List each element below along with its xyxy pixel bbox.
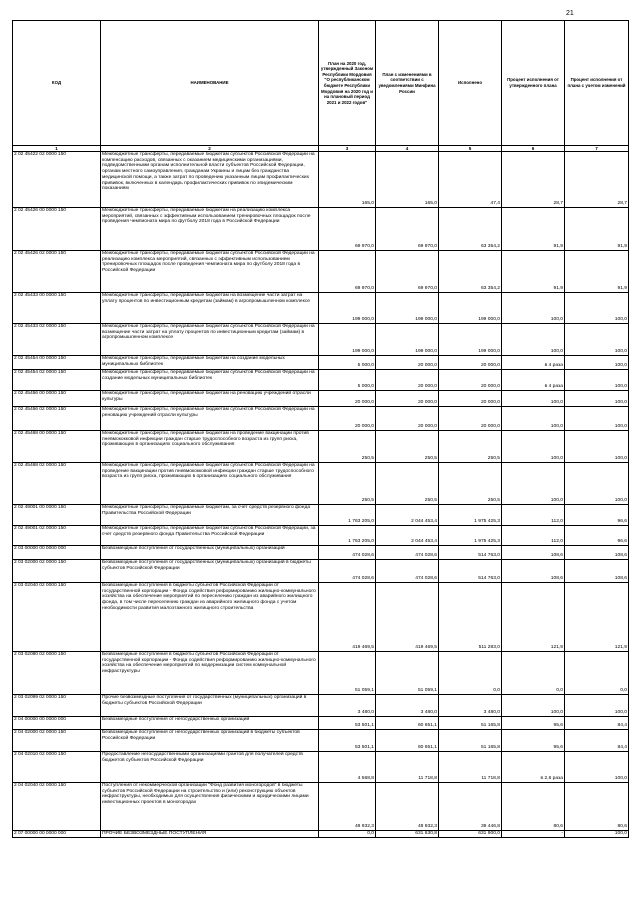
- row-executed: 3 480,0: [439, 695, 502, 717]
- row-executed: 250,5: [439, 431, 502, 463]
- row-executed: 51 165,8: [439, 717, 502, 730]
- header-code: КОД: [13, 21, 101, 146]
- column-number: 1: [13, 146, 101, 152]
- row-plan-changes: 20 000,0: [376, 356, 439, 370]
- table-row: [13, 583, 629, 652]
- row-plan-changes: 3 480,0: [376, 695, 439, 717]
- row-executed: 511 283,0: [439, 583, 502, 652]
- table-row: [13, 752, 629, 783]
- row-name: Безвозмездные поступления в бюджеты субъектов Российской Федерации от государственной корпорации - Фонда содействия реформированию жилищно-коммунального хозяйства на обеспечение мероприятий по переселению граждан из аварийного жилищного фонда, в том числе переселению граждан из аварийного жилищного фонда с учетом необходимости развития малоэтажного жилищного строительства: [101, 583, 319, 652]
- row-plan-law: 3 480,0: [319, 695, 376, 717]
- row-name: Безвозмездные поступления от государственных (муниципальных) организаций в бюджеты субъектов Российской Федерации: [101, 560, 319, 583]
- row-plan-law: 20 000,0: [319, 391, 376, 407]
- row-name: Межбюджетные трансферты, передаваемые бюджетам субъектов Российской Федерации на проведение вакцинации против пневмококковой инфекции граждан старше трудоспособного возраста из групп риска, проживающих в организациях социального обслуживания: [101, 463, 319, 505]
- row-code: 2 02 45433 02 0000 150: [13, 324, 101, 356]
- row-plan-law: 199 000,0: [319, 324, 376, 356]
- row-executed: 250,5: [439, 463, 502, 505]
- row-plan-changes: 165,0: [376, 152, 439, 208]
- header-pct-changes: Процент исполнения от плана с учетом изменений: [565, 21, 629, 146]
- row-code: 2 02 45454 02 0000 150: [13, 370, 101, 391]
- row-pct-approved: 100,0: [502, 695, 565, 717]
- row-code: 2 04 00000 00 0000 000: [13, 717, 101, 730]
- row-pct-approved: 95,6: [502, 717, 565, 730]
- table-row: [13, 370, 629, 391]
- row-plan-changes: 20 000,0: [376, 370, 439, 391]
- table-row: [13, 391, 629, 407]
- row-executed: 39 446,8: [439, 783, 502, 831]
- row-plan-changes: 51 059,1: [376, 652, 439, 695]
- table-row: [13, 463, 629, 505]
- row-plan-changes: 474 028,6: [376, 546, 439, 560]
- row-pct-approved: 91,9: [502, 251, 565, 293]
- row-pct-approved: в 4 раза: [502, 356, 565, 370]
- row-pct-changes: 121,9: [565, 583, 629, 652]
- row-plan-changes: 60 651,1: [376, 730, 439, 752]
- row-executed: 1 975 425,3: [439, 526, 502, 546]
- row-code: 2 04 02040 02 0000 150: [13, 783, 101, 831]
- row-name: Межбюджетные трансферты, передаваемые бюджетам субъектов Российской Федерации, за счет средств резервного фонда Правительства Российской Федерации: [101, 526, 319, 546]
- table-row: [13, 831, 629, 838]
- row-code: 2 04 02000 02 0000 150: [13, 730, 101, 752]
- row-pct-changes: 91,9: [565, 251, 629, 293]
- table-row: [13, 546, 629, 560]
- row-executed: 514 763,0: [439, 546, 502, 560]
- row-code: 2 02 45456 02 0000 150: [13, 407, 101, 431]
- row-code: 2 02 45422 02 0000 150: [13, 152, 101, 208]
- row-name: Межбюджетные трансферты, передаваемые бюджетам субъектов Российской Федерации на создание модельных муниципальных библиотек: [101, 370, 319, 391]
- row-plan-law: 474 028,6: [319, 560, 376, 583]
- row-pct-approved: 91,9: [502, 208, 565, 251]
- table-body: [13, 152, 629, 838]
- row-plan-law: 0,0: [319, 831, 376, 838]
- row-pct-changes: 100,0: [565, 324, 629, 356]
- row-plan-law: 69 970,0: [319, 208, 376, 251]
- column-number: 4: [376, 146, 439, 152]
- row-pct-changes: 100,0: [565, 407, 629, 431]
- row-plan-changes: 199 000,0: [376, 324, 439, 356]
- row-executed: 63 354,2: [439, 251, 502, 293]
- row-plan-changes: 20 000,0: [376, 391, 439, 407]
- row-plan-changes: 474 028,6: [376, 560, 439, 583]
- row-executed: 20 000,0: [439, 370, 502, 391]
- row-pct-approved: 108,6: [502, 560, 565, 583]
- column-number: 6: [502, 146, 565, 152]
- row-executed: 199 000,0: [439, 293, 502, 324]
- header-plan-changes: План с изменениями в соответствии с уведомлениями Минфина России: [376, 21, 439, 146]
- row-code: 2 04 02010 02 0000 150: [13, 752, 101, 783]
- row-name: Безвозмездные поступления от государственных (муниципальных) организаций: [101, 546, 319, 560]
- row-plan-law: 250,5: [319, 431, 376, 463]
- row-pct-changes: 100,0: [565, 356, 629, 370]
- row-executed: 47,4: [439, 152, 502, 208]
- row-pct-changes: 80,6: [565, 783, 629, 831]
- table-row: [13, 526, 629, 546]
- row-plan-law: 474 028,6: [319, 546, 376, 560]
- row-executed: 514 763,0: [439, 560, 502, 583]
- row-name: Поступления от некоммерческой организации "Фонд развития моногородов" в бюджеты субъектов Российской Федерации на строительство и (или) реконструкцию объектов инфраструктуры, необходимых для осуществления физическими и юридическими лицами инвестиционных проектов в моногородах: [101, 783, 319, 831]
- row-name: Безвозмездные поступления от негосударственных организаций: [101, 717, 319, 730]
- row-code: 2 02 45426 00 0000 150: [13, 208, 101, 251]
- row-pct-changes: 28,7: [565, 152, 629, 208]
- row-plan-law: 48 932,3: [319, 783, 376, 831]
- row-name: Прочие безвозмездные поступления от государственных (муниципальных) организаций в бюджеты субъектов Российской Федерации: [101, 695, 319, 717]
- row-executed: 0,0: [439, 652, 502, 695]
- row-pct-approved: 100,0: [502, 463, 565, 505]
- row-name: ПРОЧИЕ БЕЗВОЗМЕЗДНЫЕ ПОСТУПЛЕНИЯ: [101, 831, 319, 838]
- row-pct-changes: 100,0: [565, 370, 629, 391]
- row-plan-changes: 11 718,8: [376, 752, 439, 783]
- row-name: Межбюджетные трансферты, передаваемые бюджетам на создание модельных муниципальных библиотек: [101, 356, 319, 370]
- table-row: [13, 251, 629, 293]
- row-name: Межбюджетные трансферты, передаваемые бюджетам на реновацию учреждений отрасли культуры: [101, 391, 319, 407]
- row-pct-changes: 100,0: [565, 752, 629, 783]
- column-number: 2: [101, 146, 319, 152]
- row-plan-changes: 250,5: [376, 431, 439, 463]
- column-number: 5: [439, 146, 502, 152]
- row-plan-law: 1 763 205,0: [319, 505, 376, 526]
- header-executed: Исполнено: [439, 21, 502, 146]
- row-name: Межбюджетные трансферты, передаваемые бюджетам субъектов Российской Федерации на реализацию комплекса мероприятий, связанных с эффективным использованием тренировочных площадок после проведения чемпионата мира по футболу 2018 года в Российской Федерации: [101, 251, 319, 293]
- row-code: 2 02 45454 00 0000 150: [13, 356, 101, 370]
- row-plan-changes: 199 000,0: [376, 293, 439, 324]
- table-row: [13, 717, 629, 730]
- row-pct-approved: 100,0: [502, 293, 565, 324]
- row-executed: 63 354,2: [439, 208, 502, 251]
- row-plan-law: 4 568,8: [319, 752, 376, 783]
- row-pct-changes: 84,4: [565, 717, 629, 730]
- row-name: Межбюджетные трансферты, передаваемые бюджетам, за счет средств резервного фонда Правительства Российской Федерации: [101, 505, 319, 526]
- row-plan-law: 20 000,0: [319, 407, 376, 431]
- row-pct-approved: 80,6: [502, 783, 565, 831]
- row-pct-changes: 108,6: [565, 560, 629, 583]
- row-plan-law: 53 501,1: [319, 730, 376, 752]
- row-code: 2 03 00000 00 0000 000: [13, 546, 101, 560]
- row-plan-law: 5 000,0: [319, 356, 376, 370]
- row-code: 2 02 49001 00 0000 150: [13, 505, 101, 526]
- row-executed: 51 165,8: [439, 730, 502, 752]
- row-plan-law: 199 000,0: [319, 293, 376, 324]
- row-plan-law: 51 059,1: [319, 652, 376, 695]
- row-plan-changes: 2 044 453,4: [376, 526, 439, 546]
- table-row: [13, 783, 629, 831]
- row-pct-approved: 100,0: [502, 431, 565, 463]
- row-pct-approved: 112,0: [502, 526, 565, 546]
- row-pct-changes: 91,9: [565, 208, 629, 251]
- column-number: 3: [319, 146, 376, 152]
- row-plan-law: 1 763 205,0: [319, 526, 376, 546]
- row-plan-changes: 2 044 453,4: [376, 505, 439, 526]
- row-pct-changes: 100,0: [565, 293, 629, 324]
- row-plan-law: 165,0: [319, 152, 376, 208]
- row-code: 2 02 45468 00 0000 150: [13, 431, 101, 463]
- table-row: [13, 505, 629, 526]
- row-plan-changes: 631 630,8: [376, 831, 439, 838]
- row-code: 2 02 45468 02 0000 150: [13, 463, 101, 505]
- row-code: 2 02 49001 02 0000 150: [13, 526, 101, 546]
- table-row: [13, 730, 629, 752]
- row-pct-approved: 121,9: [502, 583, 565, 652]
- row-plan-law: 53 501,1: [319, 717, 376, 730]
- row-pct-changes: 100,0: [565, 391, 629, 407]
- row-pct-approved: 112,0: [502, 505, 565, 526]
- row-executed: 1 975 425,3: [439, 505, 502, 526]
- table-row: [13, 356, 629, 370]
- row-plan-changes: 69 970,0: [376, 251, 439, 293]
- row-pct-changes: 96,6: [565, 505, 629, 526]
- row-pct-changes: 0,0: [565, 652, 629, 695]
- row-plan-changes: 250,5: [376, 463, 439, 505]
- row-name: Безвозмездные поступления от негосударственных организаций в бюджеты субъектов Российской Федерации: [101, 730, 319, 752]
- row-code: 2 02 45456 00 0000 150: [13, 391, 101, 407]
- row-name: Межбюджетные трансферты, передаваемые бюджетам субъектов Российской Федерации на возмещение части затрат на уплату процентов по инвестиционным кредитам (займам) в агропромышленном комплексе: [101, 324, 319, 356]
- row-code: 2 03 02040 02 0000 150: [13, 583, 101, 652]
- table-row: [13, 431, 629, 463]
- row-pct-changes: 108,6: [565, 546, 629, 560]
- budget-execution-table: [12, 20, 629, 838]
- row-plan-changes: 48 932,3: [376, 783, 439, 831]
- row-executed: 20 000,0: [439, 356, 502, 370]
- row-pct-approved: 95,6: [502, 730, 565, 752]
- row-plan-law: 5 000,0: [319, 370, 376, 391]
- row-executed: 11 718,8: [439, 752, 502, 783]
- row-code: 2 07 00000 00 0000 000: [13, 831, 101, 838]
- table-row: [13, 560, 629, 583]
- row-executed: 199 000,0: [439, 324, 502, 356]
- table-row: [13, 208, 629, 251]
- table-row: [13, 293, 629, 324]
- row-pct-approved: 100,0: [502, 407, 565, 431]
- row-name: Безвозмездные поступления в бюджеты субъектов Российской Федерации от государственной корпорации - Фонда содействия реформированию жилищно-коммунального хозяйства на обеспечение мероприятий по модернизации систем коммунальной инфраструктуры: [101, 652, 319, 695]
- header-name: НАИМЕНОВАНИЕ: [101, 21, 319, 146]
- row-pct-changes: 100,0: [565, 695, 629, 717]
- row-name: Межбюджетные трансферты, передаваемые бюджетам на проведение вакцинации против пневмококковой инфекции граждан старше трудоспособного возраста из групп риска, проживающих в организациях социального обслуживания: [101, 431, 319, 463]
- row-pct-changes: 100,0: [565, 831, 629, 838]
- table-row: [13, 695, 629, 717]
- row-code: 2 02 45426 02 0000 150: [13, 251, 101, 293]
- row-plan-changes: 69 970,0: [376, 208, 439, 251]
- row-name: Межбюджетные трансферты, передаваемые бюджетам на возмещение части затрат на уплату процентов по инвестиционным кредитам (займам) в агропромышленном комплексе: [101, 293, 319, 324]
- header-pct-approved: Процент исполнения от утвержденного плана: [502, 21, 565, 146]
- table-row: [13, 324, 629, 356]
- row-pct-approved: 100,0: [502, 391, 565, 407]
- row-plan-changes: 419 469,5: [376, 583, 439, 652]
- row-plan-changes: 60 651,1: [376, 717, 439, 730]
- row-plan-law: 250,5: [319, 463, 376, 505]
- row-code: 2 03 02099 02 0000 150: [13, 695, 101, 717]
- row-pct-changes: 96,6: [565, 526, 629, 546]
- row-pct-approved: 28,7: [502, 152, 565, 208]
- row-pct-changes: 100,0: [565, 431, 629, 463]
- row-code: 2 02 45433 00 0000 150: [13, 293, 101, 324]
- row-name: Межбюджетные трансферты, передаваемые бюджетам на реализацию комплекса мероприятий, связанных с эффективным использованием тренировочных площадок после проведения чемпионата мира по футболу 2018 года в Российской Федерации: [101, 208, 319, 251]
- row-executed: 20 000,0: [439, 391, 502, 407]
- table-header: [13, 21, 629, 152]
- row-code: 2 03 02000 02 0000 150: [13, 560, 101, 583]
- table-row: [13, 652, 629, 695]
- row-pct-changes: 84,4: [565, 730, 629, 752]
- row-pct-approved: -: [502, 831, 565, 838]
- row-pct-approved: 0,0: [502, 652, 565, 695]
- table-row: [13, 152, 629, 208]
- row-pct-approved: в 4 раза: [502, 370, 565, 391]
- row-name: Межбюджетные трансферты, передаваемые бюджетам субъектов Российской Федерации на компенсацию расходов, связанных с оказанием медицинскими организациями, подведомственными органам исполнительной власти субъектов Российской Федерации, органам местного самоуправления, гражданам Украины и лицам без гражданства медицинской помощи, а также затрат по проведению указанным лицам профилактических прививок, включенных в календарь профилактических прививок по эпидемическим показаниям: [101, 152, 319, 208]
- page-number: 21: [566, 10, 574, 17]
- row-plan-changes: 20 000,0: [376, 407, 439, 431]
- row-name: Межбюджетные трансферты, передаваемые бюджетам субъектов Российской Федерации на реновацию учреждений отрасли культуры: [101, 407, 319, 431]
- row-plan-law: 419 469,5: [319, 583, 376, 652]
- row-executed: 20 000,0: [439, 407, 502, 431]
- row-code: 2 03 02080 02 0000 150: [13, 652, 101, 695]
- row-executed: 631 900,0: [439, 831, 502, 838]
- header-plan-law: План на 2020 год, утвержденный Законом Республики Мордовия "О республиканском бюджете Республики Мордовия на 2020 год и на плановый период 2021 и 2022 годов": [319, 21, 376, 146]
- row-name: Предоставление негосударственными организациями грантов для получателей средств бюджетов субъектов Российской Федерации: [101, 752, 319, 783]
- column-number: 7: [565, 146, 629, 152]
- row-pct-approved: 100,0: [502, 324, 565, 356]
- row-plan-law: 69 970,0: [319, 251, 376, 293]
- table-row: [13, 407, 629, 431]
- row-pct-approved: в 2,6 раза: [502, 752, 565, 783]
- row-pct-changes: 100,0: [565, 463, 629, 505]
- row-pct-approved: 108,6: [502, 546, 565, 560]
